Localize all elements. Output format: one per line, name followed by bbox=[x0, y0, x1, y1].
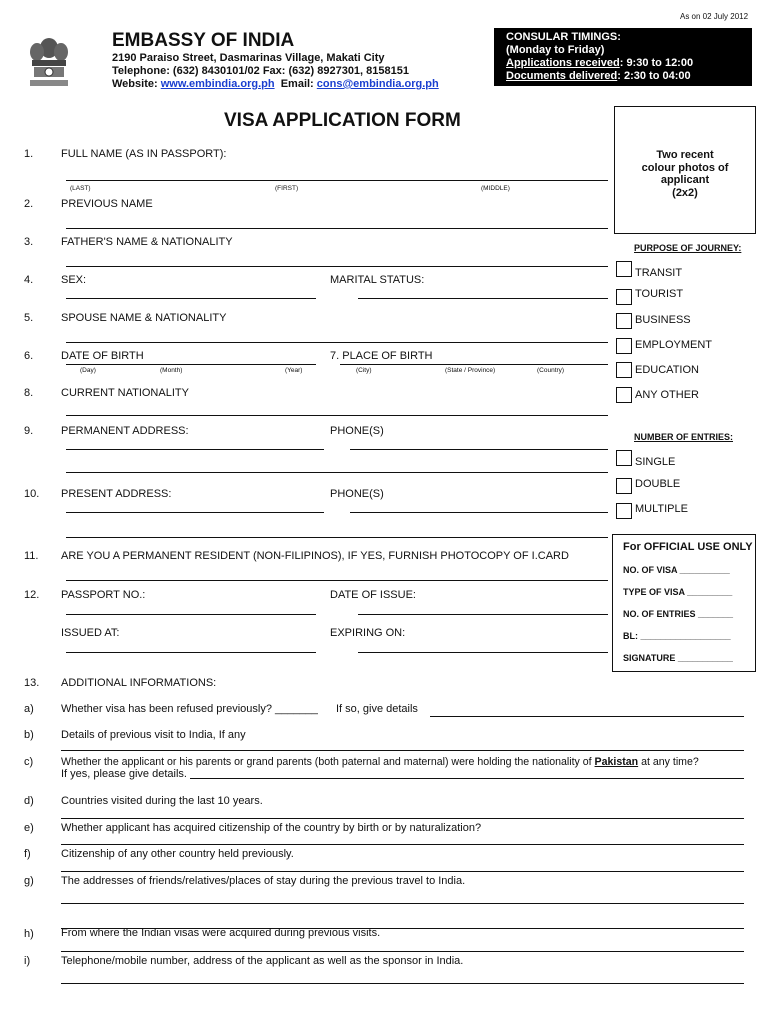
sex-field[interactable] bbox=[66, 298, 316, 299]
expiring-on-label: EXPIRING ON: bbox=[330, 627, 406, 639]
f-number: f) bbox=[24, 848, 31, 860]
as-on-date: As on 02 July 2012 bbox=[680, 12, 749, 21]
q6-number: 6. bbox=[24, 350, 34, 362]
passport-no-label: PASSPORT NO.: bbox=[61, 589, 146, 601]
pakistan-nationality-label: Whether the applicant or his parents or grand parents (both paternal and maternal) were holding the nationality of Pakistan at any time? bbox=[61, 756, 699, 768]
month-caption: (Month) bbox=[160, 367, 183, 374]
last-caption: (LAST) bbox=[70, 185, 91, 192]
issued-at-field[interactable] bbox=[66, 652, 316, 653]
previous-visit-field[interactable] bbox=[61, 750, 744, 751]
present-phone-label: PHONE(S) bbox=[330, 488, 384, 500]
issued-at-label: ISSUED AT: bbox=[61, 627, 120, 639]
q9-number: 9. bbox=[24, 425, 34, 437]
tourist-checkbox[interactable] bbox=[616, 289, 632, 305]
sponsor-contact-label: Telephone/mobile number, address of the applicant as well as the sponsor in India. bbox=[61, 955, 464, 967]
full-name-field[interactable] bbox=[66, 180, 608, 181]
d-number: d) bbox=[24, 795, 34, 807]
state-caption: (State / Province) bbox=[445, 367, 496, 374]
q2-number: 2. bbox=[24, 198, 34, 210]
official-type-of-visa: TYPE OF VISA _________ bbox=[623, 587, 733, 597]
other-citizenship-field[interactable] bbox=[61, 871, 744, 872]
fathers-name-label: FATHER'S NAME & NATIONALITY bbox=[61, 236, 233, 248]
pakistan-details-field[interactable] bbox=[190, 778, 744, 779]
tourist-label: TOURIST bbox=[635, 288, 684, 300]
marital-status-label: MARITAL STATUS: bbox=[330, 274, 425, 286]
previous-name-field[interactable] bbox=[66, 228, 608, 229]
official-no-of-entries: NO. OF ENTRIES _______ bbox=[623, 609, 734, 619]
present-address-field-2[interactable] bbox=[66, 537, 608, 538]
permanent-address-field-1[interactable] bbox=[66, 449, 324, 450]
business-label: BUSINESS bbox=[635, 314, 691, 326]
q3-number: 3. bbox=[24, 236, 34, 248]
previous-visit-label: Details of previous visit to India, If any bbox=[61, 729, 246, 741]
e-number: e) bbox=[24, 822, 34, 834]
q5-number: 5. bbox=[24, 312, 34, 324]
single-checkbox[interactable] bbox=[616, 450, 632, 466]
countries-visited-label: Countries visited during the last 10 years. bbox=[61, 795, 263, 807]
embassy-telephone: Telephone: (632) 8430101/02 Fax: (632) 8927301, 8158151 bbox=[112, 65, 409, 77]
previous-name-label: PREVIOUS NAME bbox=[61, 198, 153, 210]
education-label: EDUCATION bbox=[635, 364, 699, 376]
website-link[interactable]: www.embindia.org.ph bbox=[160, 78, 275, 90]
visas-acquired-label: From where the Indian visas were acquired during previous visits. bbox=[61, 927, 381, 939]
visa-refused-details-label: If so, give details bbox=[336, 703, 418, 715]
visa-refused-details-field[interactable] bbox=[430, 716, 744, 717]
addresses-field-1[interactable] bbox=[61, 903, 744, 904]
marital-status-field[interactable] bbox=[358, 298, 608, 299]
date-of-birth-label: DATE OF BIRTH bbox=[61, 350, 144, 362]
additional-info-label: ADDITIONAL INFORMATIONS: bbox=[61, 677, 217, 689]
sponsor-contact-field[interactable] bbox=[61, 983, 744, 984]
first-caption: (FIRST) bbox=[275, 185, 299, 192]
embassy-web-email: Website: www.embindia.org.ph Email: cons@embindia.org.ph bbox=[112, 78, 439, 90]
form-title: VISA APPLICATION FORM bbox=[224, 110, 461, 131]
permanent-address-field-2[interactable] bbox=[66, 472, 608, 473]
business-checkbox[interactable] bbox=[616, 313, 632, 329]
passport-no-field[interactable] bbox=[66, 614, 316, 615]
i-number: i) bbox=[24, 955, 31, 967]
official-bl: BL: __________________ bbox=[623, 631, 731, 641]
permanent-address-label: PERMANENT ADDRESS: bbox=[61, 425, 189, 437]
photo-box[interactable]: Two recent colour photos of applicant (2x2) bbox=[614, 106, 756, 234]
place-of-birth-field[interactable] bbox=[340, 364, 608, 365]
h-number: h) bbox=[24, 928, 34, 940]
embassy-address: 2190 Paraiso Street, Dasmarinas Village, Makati City bbox=[112, 52, 385, 64]
citizenship-acquired-field[interactable] bbox=[61, 844, 744, 845]
pakistan-details-label: If yes, please give details. bbox=[61, 768, 187, 780]
full-name-label: FULL NAME (AS IN PASSPORT): bbox=[61, 148, 227, 160]
date-of-issue-field[interactable] bbox=[358, 614, 608, 615]
c-number: c) bbox=[24, 756, 34, 768]
multiple-label: MULTIPLE bbox=[635, 503, 688, 515]
entries-title: NUMBER OF ENTRIES: bbox=[634, 432, 733, 442]
permanent-phone-label: PHONE(S) bbox=[330, 425, 384, 437]
purpose-title: PURPOSE OF JOURNEY: bbox=[634, 243, 742, 253]
q10-number: 10. bbox=[24, 488, 40, 500]
citizenship-acquired-label: Whether applicant has acquired citizenship of the country by birth or by naturalization? bbox=[61, 822, 482, 834]
middle-caption: (MIDDLE) bbox=[481, 185, 510, 192]
q4-number: 4. bbox=[24, 274, 34, 286]
spouse-name-label: SPOUSE NAME & NATIONALITY bbox=[61, 312, 227, 324]
official-signature: SIGNATURE ___________ bbox=[623, 653, 733, 663]
current-nationality-label: CURRENT NATIONALITY bbox=[61, 387, 189, 399]
q13-number: 13. bbox=[24, 677, 40, 689]
country-caption: (Country) bbox=[537, 367, 565, 374]
visas-acquired-field[interactable] bbox=[61, 951, 744, 952]
transit-label: TRANSIT bbox=[635, 267, 683, 279]
employment-label: EMPLOYMENT bbox=[635, 339, 713, 351]
any-other-label: ANY OTHER bbox=[635, 389, 699, 401]
official-no-of-visa: NO. OF VISA __________ bbox=[623, 565, 730, 575]
employment-checkbox[interactable] bbox=[616, 338, 632, 354]
present-address-field-1[interactable] bbox=[66, 512, 324, 513]
other-citizenship-label: Citizenship of any other country held previously. bbox=[61, 848, 294, 860]
day-caption: (Day) bbox=[80, 367, 96, 374]
a-number: a) bbox=[24, 703, 34, 715]
b-number: b) bbox=[24, 729, 34, 741]
present-phone-field[interactable] bbox=[350, 512, 608, 513]
fathers-name-field[interactable] bbox=[66, 266, 608, 267]
q8-number: 8. bbox=[24, 387, 34, 399]
multiple-checkbox[interactable] bbox=[616, 503, 632, 519]
year-caption: (Year) bbox=[285, 367, 303, 374]
single-label: SINGLE bbox=[635, 456, 676, 468]
permanent-phone-field[interactable] bbox=[350, 449, 608, 450]
transit-checkbox[interactable] bbox=[616, 261, 632, 277]
city-caption: (City) bbox=[356, 367, 372, 374]
emblem-icon bbox=[26, 32, 72, 90]
embassy-title: EMBASSY OF INDIA bbox=[112, 30, 295, 51]
present-address-label: PRESENT ADDRESS: bbox=[61, 488, 172, 500]
addresses-label: The addresses of friends/relatives/places of stay during the previous travel to India. bbox=[61, 875, 466, 887]
official-use-box: For OFFICIAL USE ONLY NO. OF VISA __________ TYPE OF VISA _________ NO. OF ENTRIES _______ BL: __________________ SIGNATURE ___________ bbox=[612, 534, 756, 672]
spouse-name-field[interactable] bbox=[66, 342, 608, 343]
expiring-on-field[interactable] bbox=[358, 652, 608, 653]
place-of-birth-label: 7. PLACE OF BIRTH bbox=[330, 350, 433, 362]
current-nationality-field[interactable] bbox=[66, 415, 608, 416]
q12-number: 12. bbox=[24, 589, 40, 601]
date-of-birth-field[interactable] bbox=[66, 364, 316, 365]
q1-number: 1. bbox=[24, 148, 34, 160]
permanent-resident-field[interactable] bbox=[66, 580, 608, 581]
double-checkbox[interactable] bbox=[616, 478, 632, 494]
sex-label: SEX: bbox=[61, 274, 87, 286]
permanent-resident-label: ARE YOU A PERMANENT RESIDENT (NON-FILIPINOS), IF YES, FURNISH PHOTOCOPY OF I.CARD bbox=[61, 550, 569, 562]
education-checkbox[interactable] bbox=[616, 362, 632, 378]
email-link[interactable]: cons@embindia.org.ph bbox=[316, 78, 439, 90]
any-other-checkbox[interactable] bbox=[616, 387, 632, 403]
countries-visited-field[interactable] bbox=[61, 818, 744, 819]
date-of-issue-label: DATE OF ISSUE: bbox=[330, 589, 416, 601]
consular-timings-box: CONSULAR TIMINGS: (Monday to Friday) Applications received: 9:30 to 12:00 Documents delivered: 2:30 to 04:00 bbox=[494, 28, 752, 86]
double-label: DOUBLE bbox=[635, 478, 681, 490]
g-number: g) bbox=[24, 875, 34, 887]
q11-number: 11. bbox=[24, 550, 39, 562]
visa-refused-label: Whether visa has been refused previously? _______ bbox=[61, 703, 318, 715]
